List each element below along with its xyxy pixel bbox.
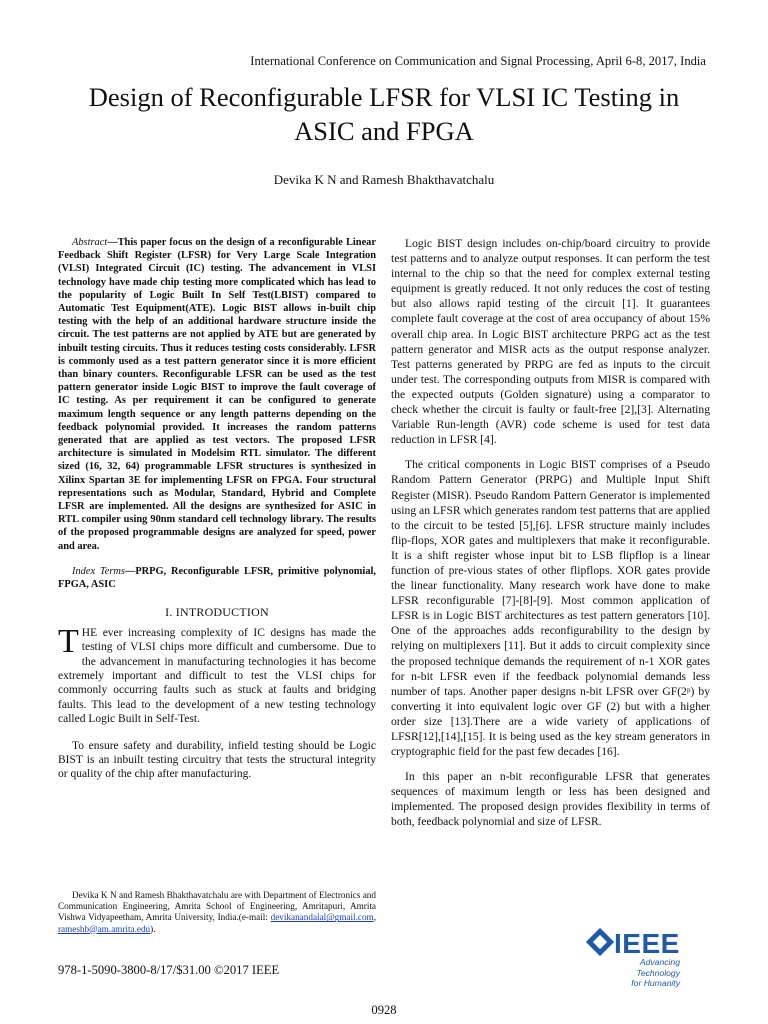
ieee-wordmark: IEEE — [614, 928, 680, 959]
page-number: 0928 — [371, 1003, 397, 1017]
body-paragraph: In this paper an n-bit reconfigurable LFSR that generates sequences of maximum length or less has been designed and implemented. The proposed design provides flexibility in terms of both, feedback polynomial and size of LFSR. — [391, 770, 710, 829]
left-column — [58, 236, 376, 792]
paper-title: Design of Reconfigurable LFSR for VLSI IC Testing in ASIC and FPGA — [88, 82, 680, 146]
abstract — [58, 236, 376, 553]
ieee-tagline-line2: for Humanity — [631, 978, 680, 988]
author-footnote — [58, 890, 376, 935]
body-paragraph: Logic BIST design includes on-chip/board circuitry to provide test patterns and to analyze output responses. It can perform the test internal to the chip so that the need for complex external testing equipment is greatly reduced. It not only reduces the cost of testing but also allows rapid testing of the circuit [1]. It guarantees complete fault coverage at the cost of area occupancy of about 15% overall chip area. In Logic BIST architecture PRPG act as the test pattern generator and MISR acts as the output response analyzer. Test patterns generated by PRPG are fed as inputs to the circuit under test. The corresponding outputs from MISR is compared with the expected outputs (Golden signature) using a comparator to check whether the circuit is faulty or fault-free [2],[3]. Alternating Variable Run-length (AVR) code scheme is used for test data reduction in LFSR [4]. — [391, 237, 710, 447]
isbn-copyright: 978-1-5090-3800-8/17/$31.00 ©2017 IEEE — [58, 963, 280, 977]
abstract-label: Abstract — [72, 237, 108, 248]
intro-text: HE ever increasing complexity of IC designs has made the testing of VLSI chips more difficult and cumbersome. Due to the advancement in manufacturing technologies it has become extremely important and difficult to test the VLSI chips for commonly occurring faults such as stuck at faults and bridging faults. This lead to the development of a new testing technology called Logic Built in Self-Test. — [58, 626, 376, 726]
body-paragraph: To ensure safety and durability, infield testing should be Logic BIST is an inbuilt testing circuitry that tests the structural integrity or quality of the chip after manufacturing. — [58, 739, 376, 781]
index-terms-label: Index Terms — [72, 565, 125, 577]
body-paragraph: The critical components in Logic BIST comprises of a Pseudo Random Pattern Generator (PRPG) and Multiple Input Shift Register (MISR). Pseudo Random Pattern Generator is implemented using an LFSR which generates random test patterns that are applied to the circuit to be tested [5],[6]. LFSR structure mainly includes flip-flops, XOR gates and multiplexers that make it reconfigurable. It is a shift register whose input bit to LSB flipflop is a linear function of pre-vious states of other flipflops. XOR gates provide the linear functionality. Many research work have done to make LFSR reconfigurable [7]-[8]-[9]. Most common application of LFSR is in Logic BIST architectures as test pattern generators [10]. One of the approaches adds reconfigurability to the design by relying on multiplexers [11]. But it adds to circuit complexity since the proposed technique demands the requirement of n-1 XOR gates for n-bit LFSR even if the feedback polynomial demands less number of taps. Another paper designs n-bit LFSR over GF(2ᵖ) by converting it into equivalent logic over GF (2) but with a higher order size [13].There are a wide variety of applications of LFSR[12],[14],[15]. It is being used as the key stream generators in cryptographic field for the past few decades [16]. — [391, 458, 710, 759]
footnote-separator: , — [373, 912, 376, 923]
email-link-ramesh[interactable]: rameshb@am.amrita.edu — [58, 923, 151, 934]
abstract-text: —This paper focus on the design of a reconfigurable Linear Feedback Shift Register (LFSR) for Very Large Scale Integration (VLSI) Integrated Circuit (IC) testing. The advancement in VLSI technology have made chip testing more complicated which has lead to the popularity of Logic Built In Self Test(LBIST) compared to Automatic Test Equipment(ATE). Logic BIST allows in-built chip testing with the help of an additional hardware structure inside the circuit. The test patterns are not applied by ATE but are generated by inbuilt testing circuits. Thus it reduces testing costs considerably. LFSR is commonly used as a test pattern generator since it is more efficient than binary counters. Reconfigurable LFSR can be used as the test pattern generator inside Logic BIST to improve the fault coverage of IC testing. As per requirement it can be configured to generate maximum length sequence or any length patterns depending on the feedback polynomial provided. It increases the random patterns generated that are applied as test vectors. The proposed LFSR architecture is simulated in Modelsim RTL simulator. The different sized (16, 32, 64) programmable LFSR structures is synthesized in Xilinx Spartan 3E for implementing LFSR on FPGA. Four structural representations such as Modular, Standard, Hybrid and Complete LFSR are implemented. All the designs are synthesized for ASIC in RTL compiler using 90nm standard cell technology library. The results of the proposed programmable designs are analyzed for speed, power and area. — [58, 237, 376, 552]
drop-cap: T — [58, 622, 79, 660]
ieee-tagline — [612, 957, 680, 989]
email-link-devika[interactable]: devikanandalal@gmail.com — [270, 912, 374, 923]
index-terms-text: —PRPG, Reconfigurable LFSR, primitive polynomial, FPGA, ASIC — [58, 565, 377, 591]
footnote-end: ). — [150, 923, 156, 934]
index-terms — [58, 565, 376, 591]
conference-header: International Conference on Communication and Signal Processing, April 6-8, 2017, India — [250, 54, 706, 68]
author-list: Devika K N and Ramesh Bhakthavatchalu — [273, 172, 495, 187]
ieee-tagline-line1: Advancing Technology — [636, 957, 680, 978]
right-column — [391, 236, 710, 840]
footnote-text: Devika K N and Ramesh Bhakthavatchalu are with Department of Electronics and Communication Engineering, Amrita School of Engineering, Amritapuri, Amrita Vishwa Vidyapeetham, Amrita University, India.(e-mail: — [58, 890, 376, 923]
intro-paragraph — [58, 622, 376, 727]
section-heading-introduction: I. INTRODUCTION — [165, 605, 269, 620]
